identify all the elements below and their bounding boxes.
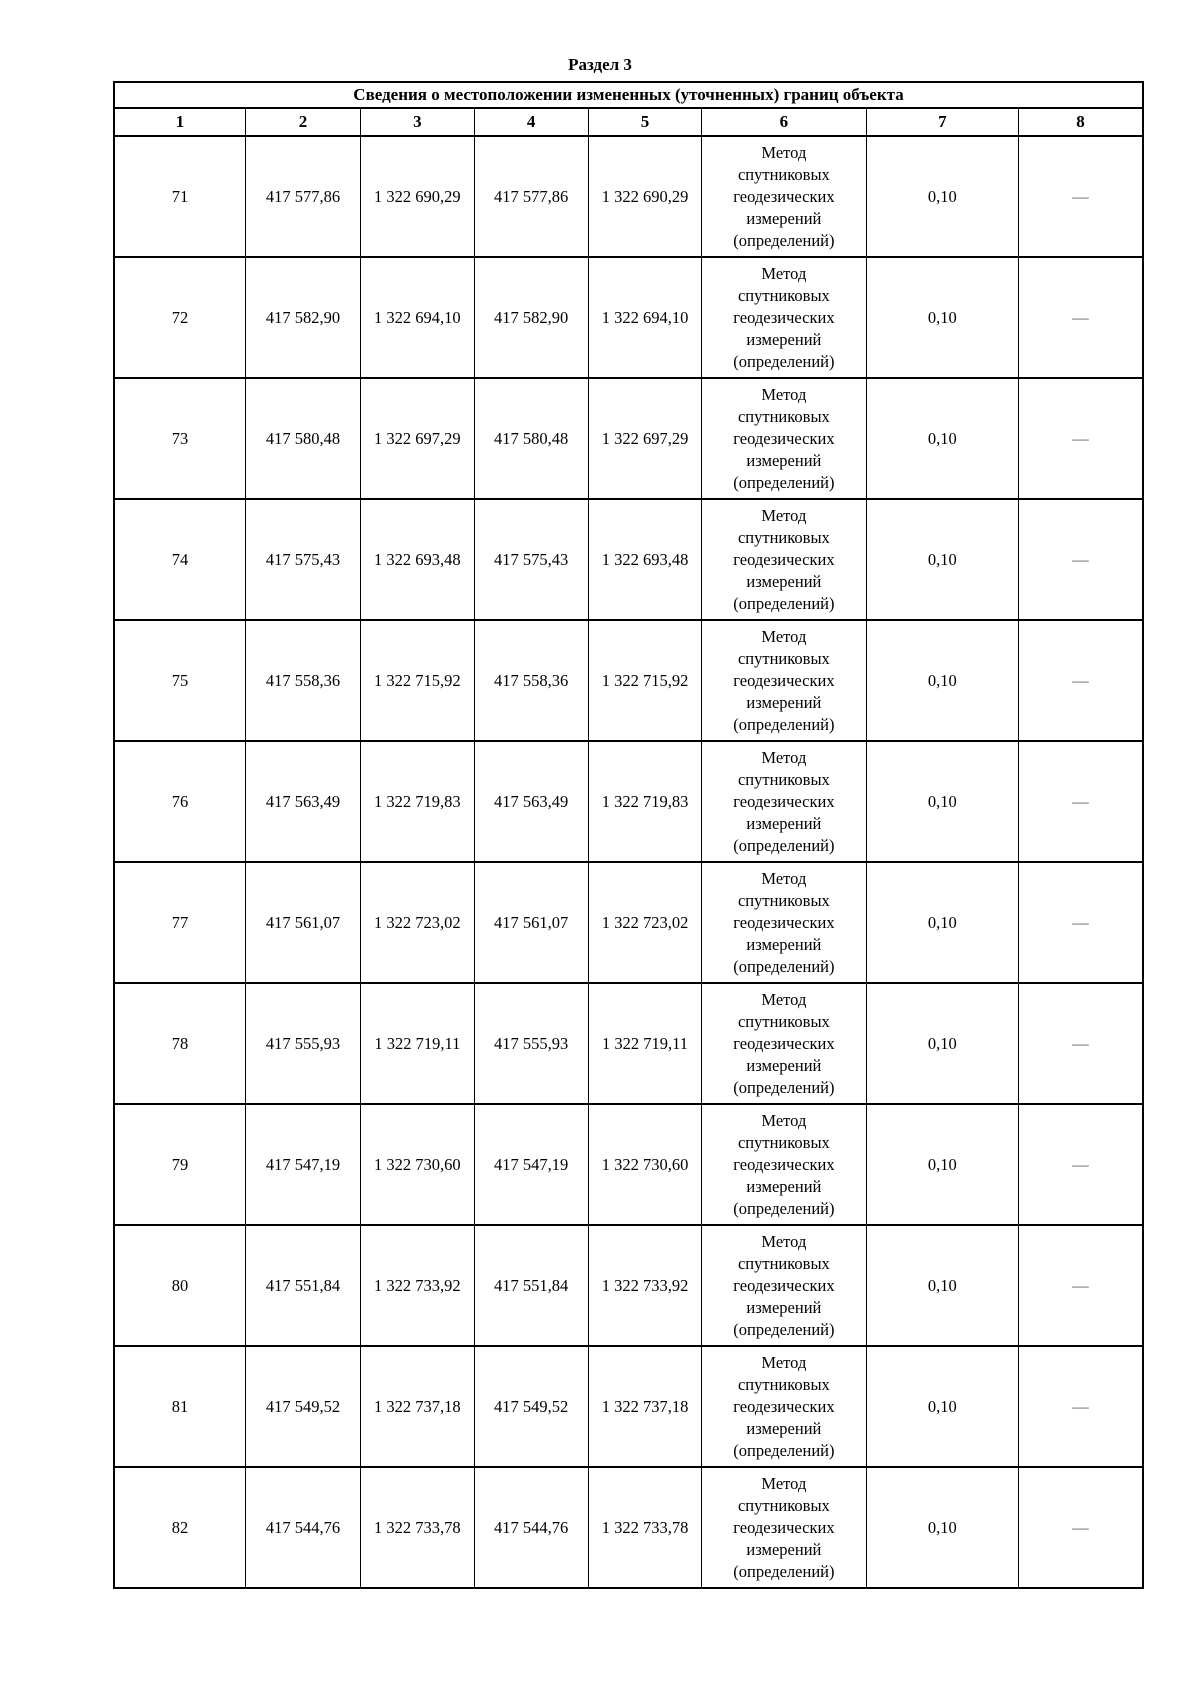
accuracy-cell: 0,10 [866, 257, 1018, 378]
x-coordinate-new-cell: 417 561,07 [474, 862, 588, 983]
x-coordinate-existing-cell: 417 555,93 [245, 983, 360, 1104]
method-line: (определений) [733, 593, 835, 613]
x-coordinate-new-cell: 417 580,48 [474, 378, 588, 499]
y-coordinate-new-cell: 1 322 693,48 [588, 499, 701, 620]
measurement-method-cell [702, 741, 866, 862]
method-line: спутниковых [737, 1374, 830, 1394]
measurement-method-cell [702, 1225, 866, 1346]
measurement-method-cell [702, 257, 866, 378]
point-number-cell: 75 [114, 620, 245, 741]
table-row [114, 257, 1143, 378]
method-line: геодезических [733, 1033, 835, 1053]
measurement-method-cell [702, 620, 866, 741]
method-line: (определений) [733, 714, 835, 734]
column-number-1: 1 [114, 108, 245, 136]
column-number-3: 3 [361, 108, 474, 136]
accuracy-cell: 0,10 [866, 378, 1018, 499]
y-coordinate-new-cell: 1 322 737,18 [588, 1346, 701, 1467]
measurement-method-cell [702, 1467, 866, 1588]
measurement-method-cell [702, 862, 866, 983]
method-line: Метод [761, 142, 807, 162]
x-coordinate-existing-cell: 417 580,48 [245, 378, 360, 499]
y-coordinate-new-cell: 1 322 719,83 [588, 741, 701, 862]
method-line: (определений) [733, 230, 835, 250]
note-cell: — [1019, 741, 1143, 862]
accuracy-cell: 0,10 [866, 1467, 1018, 1588]
note-cell: — [1019, 1467, 1143, 1588]
method-line: измерений [746, 1055, 822, 1075]
method-line: геодезических [733, 1275, 835, 1295]
method-line: Метод [761, 1110, 807, 1130]
point-number-cell: 76 [114, 741, 245, 862]
method-line: измерений [746, 1418, 822, 1438]
x-coordinate-existing-cell: 417 551,84 [245, 1225, 360, 1346]
x-coordinate-new-cell: 417 555,93 [474, 983, 588, 1104]
method-line: спутниковых [737, 164, 830, 184]
measurement-method-cell [702, 136, 866, 257]
x-coordinate-existing-cell: 417 547,19 [245, 1104, 360, 1225]
section-title: Раздел 3 [568, 55, 632, 74]
method-line: Метод [761, 263, 807, 283]
method-line: спутниковых [737, 527, 830, 547]
method-line: измерений [746, 329, 822, 349]
y-coordinate-existing-cell: 1 322 719,83 [361, 741, 474, 862]
method-line: спутниковых [737, 648, 830, 668]
table-row [114, 499, 1143, 620]
measurement-method-cell [702, 1346, 866, 1467]
method-line: (определений) [733, 351, 835, 371]
method-line: спутниковых [737, 1132, 830, 1152]
method-line: Метод [761, 868, 807, 888]
y-coordinate-new-cell: 1 322 715,92 [588, 620, 701, 741]
table-row [114, 1467, 1143, 1588]
method-line: измерений [746, 934, 822, 954]
y-coordinate-existing-cell: 1 322 694,10 [361, 257, 474, 378]
table-row [114, 136, 1143, 257]
accuracy-cell: 0,10 [866, 136, 1018, 257]
method-line: спутниковых [737, 406, 830, 426]
method-line: геодезических [733, 428, 835, 448]
method-line: геодезических [733, 1517, 835, 1537]
note-cell: — [1019, 983, 1143, 1104]
method-line: спутниковых [737, 769, 830, 789]
y-coordinate-existing-cell: 1 322 723,02 [361, 862, 474, 983]
column-number-7: 7 [866, 108, 1018, 136]
method-line: Метод [761, 1473, 807, 1493]
y-coordinate-new-cell: 1 322 733,92 [588, 1225, 701, 1346]
method-line: спутниковых [737, 1253, 830, 1273]
x-coordinate-new-cell: 417 558,36 [474, 620, 588, 741]
method-line: измерений [746, 208, 822, 228]
x-coordinate-existing-cell: 417 558,36 [245, 620, 360, 741]
method-line: геодезических [733, 1154, 835, 1174]
x-coordinate-existing-cell: 417 575,43 [245, 499, 360, 620]
x-coordinate-existing-cell: 417 561,07 [245, 862, 360, 983]
table-row [114, 620, 1143, 741]
method-line: измерений [746, 813, 822, 833]
point-number-cell: 77 [114, 862, 245, 983]
x-coordinate-new-cell: 417 575,43 [474, 499, 588, 620]
x-coordinate-new-cell: 417 582,90 [474, 257, 588, 378]
table-title-row [114, 82, 1143, 108]
method-line: (определений) [733, 472, 835, 492]
x-coordinate-existing-cell: 417 577,86 [245, 136, 360, 257]
y-coordinate-existing-cell: 1 322 719,11 [361, 983, 474, 1104]
method-line: геодезических [733, 791, 835, 811]
method-line: спутниковых [737, 1495, 830, 1515]
method-line: (определений) [733, 956, 835, 976]
method-line: измерений [746, 571, 822, 591]
measurement-method-cell [702, 1104, 866, 1225]
x-coordinate-new-cell: 417 577,86 [474, 136, 588, 257]
accuracy-cell: 0,10 [866, 620, 1018, 741]
column-number-5: 5 [588, 108, 701, 136]
accuracy-cell: 0,10 [866, 862, 1018, 983]
point-number-cell: 78 [114, 983, 245, 1104]
boundaries-table [113, 81, 1144, 1589]
note-cell: — [1019, 257, 1143, 378]
y-coordinate-new-cell: 1 322 690,29 [588, 136, 701, 257]
method-line: Метод [761, 1231, 807, 1251]
note-cell: — [1019, 862, 1143, 983]
note-cell: — [1019, 378, 1143, 499]
accuracy-cell: 0,10 [866, 1225, 1018, 1346]
note-cell: — [1019, 1346, 1143, 1467]
x-coordinate-existing-cell: 417 549,52 [245, 1346, 360, 1467]
method-line: спутниковых [737, 890, 830, 910]
point-number-cell: 81 [114, 1346, 245, 1467]
table-row [114, 1104, 1143, 1225]
table-title: Сведения о местоположении измененных (уточненных) границ объекта [114, 82, 1143, 108]
method-line: спутниковых [737, 1011, 830, 1031]
point-number-cell: 72 [114, 257, 245, 378]
y-coordinate-existing-cell: 1 322 690,29 [361, 136, 474, 257]
y-coordinate-existing-cell: 1 322 733,92 [361, 1225, 474, 1346]
method-line: геодезических [733, 549, 835, 569]
x-coordinate-existing-cell: 417 582,90 [245, 257, 360, 378]
point-number-cell: 74 [114, 499, 245, 620]
method-line: измерений [746, 1297, 822, 1317]
method-line: измерений [746, 1539, 822, 1559]
y-coordinate-new-cell: 1 322 719,11 [588, 983, 701, 1104]
method-line: Метод [761, 1352, 807, 1372]
table-row [114, 378, 1143, 499]
table-row [114, 741, 1143, 862]
point-number-cell: 73 [114, 378, 245, 499]
method-line: (определений) [733, 1077, 835, 1097]
method-line: (определений) [733, 1319, 835, 1339]
method-line: Метод [761, 747, 807, 767]
x-coordinate-new-cell: 417 544,76 [474, 1467, 588, 1588]
method-line: измерений [746, 1176, 822, 1196]
method-line: (определений) [733, 1440, 835, 1460]
point-number-cell: 79 [114, 1104, 245, 1225]
accuracy-cell: 0,10 [866, 983, 1018, 1104]
accuracy-cell: 0,10 [866, 499, 1018, 620]
method-line: (определений) [733, 835, 835, 855]
y-coordinate-existing-cell: 1 322 697,29 [361, 378, 474, 499]
method-line: Метод [761, 989, 807, 1009]
y-coordinate-new-cell: 1 322 694,10 [588, 257, 701, 378]
note-cell: — [1019, 1225, 1143, 1346]
table-body [114, 136, 1143, 1588]
method-line: спутниковых [737, 285, 830, 305]
x-coordinate-new-cell: 417 549,52 [474, 1346, 588, 1467]
point-number-cell: 71 [114, 136, 245, 257]
y-coordinate-new-cell: 1 322 730,60 [588, 1104, 701, 1225]
column-number-8: 8 [1019, 108, 1143, 136]
x-coordinate-new-cell: 417 551,84 [474, 1225, 588, 1346]
column-number-2: 2 [245, 108, 360, 136]
method-line: измерений [746, 692, 822, 712]
note-cell: — [1019, 136, 1143, 257]
method-line: Метод [761, 384, 807, 404]
accuracy-cell: 0,10 [866, 1346, 1018, 1467]
accuracy-cell: 0,10 [866, 1104, 1018, 1225]
y-coordinate-new-cell: 1 322 723,02 [588, 862, 701, 983]
note-cell: — [1019, 620, 1143, 741]
method-line: (определений) [733, 1198, 835, 1218]
table-row [114, 1346, 1143, 1467]
method-line: геодезических [733, 186, 835, 206]
method-line: Метод [761, 505, 807, 525]
method-line: геодезических [733, 307, 835, 327]
x-coordinate-existing-cell: 417 563,49 [245, 741, 360, 862]
y-coordinate-existing-cell: 1 322 733,78 [361, 1467, 474, 1588]
y-coordinate-existing-cell: 1 322 693,48 [361, 499, 474, 620]
y-coordinate-new-cell: 1 322 697,29 [588, 378, 701, 499]
y-coordinate-existing-cell: 1 322 715,92 [361, 620, 474, 741]
table-row [114, 862, 1143, 983]
column-number-6: 6 [702, 108, 866, 136]
table-row [114, 1225, 1143, 1346]
point-number-cell: 82 [114, 1467, 245, 1588]
method-line: измерений [746, 450, 822, 470]
measurement-method-cell [702, 499, 866, 620]
y-coordinate-existing-cell: 1 322 730,60 [361, 1104, 474, 1225]
y-coordinate-new-cell: 1 322 733,78 [588, 1467, 701, 1588]
table-row [114, 983, 1143, 1104]
measurement-method-cell [702, 983, 866, 1104]
accuracy-cell: 0,10 [866, 741, 1018, 862]
method-line: геодезических [733, 670, 835, 690]
y-coordinate-existing-cell: 1 322 737,18 [361, 1346, 474, 1467]
measurement-method-cell [702, 378, 866, 499]
column-numbers-row [114, 108, 1143, 136]
x-coordinate-existing-cell: 417 544,76 [245, 1467, 360, 1588]
method-line: (определений) [733, 1561, 835, 1581]
note-cell: — [1019, 1104, 1143, 1225]
x-coordinate-new-cell: 417 563,49 [474, 741, 588, 862]
column-number-4: 4 [474, 108, 588, 136]
method-line: Метод [761, 626, 807, 646]
method-line: геодезических [733, 912, 835, 932]
method-line: геодезических [733, 1396, 835, 1416]
note-cell: — [1019, 499, 1143, 620]
x-coordinate-new-cell: 417 547,19 [474, 1104, 588, 1225]
point-number-cell: 80 [114, 1225, 245, 1346]
